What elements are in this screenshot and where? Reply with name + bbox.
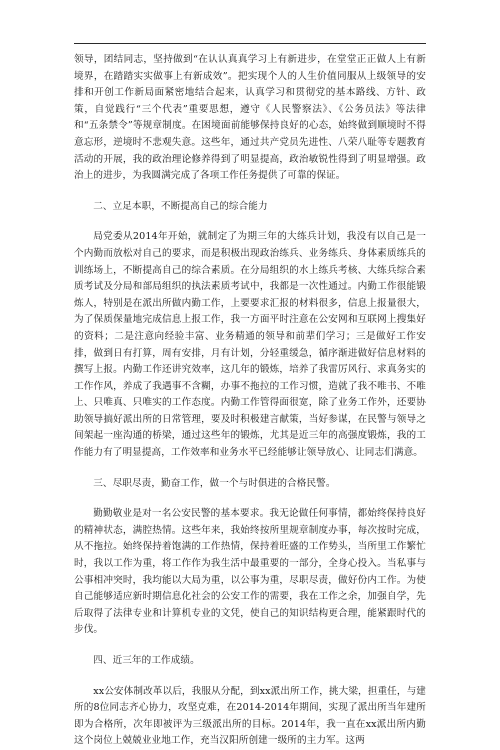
paragraph-ability: 局党委从2014年开始，就制定了为期三年的大练兵计划，我没有以自己是一个内勤而放松对自己的要求，而是积极出现政治练兵、业务练兵、身体素质练兵的训练场上，不断提高自己的综合素质。在分局组织的水上练兵考核、大练兵综合素质考试及分局和部局组织的执法素质考试中，我都是一次性通过。内勤工作很能锻炼人，特别是在派出所做内勤工作，上要要求汇报的材料很多，信息上报量很大，为了保质保量地完成信息上报工作，我一方面平时注意在公安网和互联网上搜集好的资料；二是注意向经验丰富、业务精通的领导和前辈们学习；三是做好工作安排，做到日有打算，周有安排，月有计划，分轻重缓急，循序渐进做好信息材料的撰写上报。内勤工作还讲究效率，这几年的锻炼，培养了我雷厉风行、求真务实的工作作风，养成了我遇事不含糊，办事不拖拉的工作习惯，造就了我不唯书、不唯上、只唯真、只唯实的工作态度。内勤工作管得面很宽，除了业务工作外，还要协助领导搞好派出所的日常管理，要及时积极建言献策，当好参谋，在民警与领导之间架起一座沟通的桥梁，通过这些年的锻炼，尤其是近三年的高强度锻炼，我的工作能力有了明显提高，工作效率和业务水平已经能够让领导放心、让同志们满意。	[74, 231, 426, 459]
section-heading-4: 四、近三年的工作成绩。	[93, 655, 200, 666]
document-body	[74, 52, 426, 750]
paragraph-diligence: 勤勤敬业是对一名公安民警的基本要求。我无论做任何事情，都始终保持良好的精神状态，满腔热情。这些年来，我始终按所里规章制度办事，每次按时完成，从不拖拉。始终保持着饱满的工作热情，保持着旺盛的工作势头，当所里工作繁忙时，我以工作为重，将工作作为我生活中最重要的一部分，全身心投入。当私事与公事相冲突时，我均能以大局为重，以公事为重，尽职尽责，做好份内工作。为使自己能够适应新时期信息化社会的公安工作的需要，我在工作之余，加强自学，先后取得了法律专业和计算机专业的文凭，使自己的知识结构更合理，能紧跟时代的步伐。	[74, 508, 426, 636]
paragraph-achievements: xx公安体制改革以后，我服从分配，到xx派出所工作，挑大梁，担重任，与建所的8位同志齐心协力，攻坚克难，在2014-2014年期间，实现了派出所当年建所即为合格所，次年即被评为三级派出所的目标。2014年，我一直在xx派出所内勤这个岗位上兢兢业业地工作，充当汉阳所创建一级所的主力军。这两	[74, 685, 426, 747]
header-rule	[74, 43, 426, 44]
section-heading-3: 三、尽职尽责，勤奋工作，做一个与时俱进的合格民警。	[93, 477, 336, 489]
section-heading-2: 二、立足本职，不断提高自己的综合能力	[93, 200, 268, 212]
paragraph-political: 领导，团结同志，坚持做到“在认认真真学习上有新进步，在堂堂正正做人上有新境界，在踏踏实实做事上有新成效”。把实现个人的人生价值同服从上级领导的安排和开创工作新局面紧密地结合起来，认真学习和贯彻党的基本路线、方针、政策，自觉践行“三个代表”重要思想，遵守《人民警察法》、《公务员法》等法律和“五条禁令”等规章制度。在困境面前能够保持良好的心态，始终做到顺境时不得意忘形，逆境时不悲观失意。这些年，通过共产党员先进性、八荣八耻等专题教育活动的开展，我的政治理论修养得到了明显提高，政治敏锐性得到了明显增强。政治上的进步，为我圆满完成了各项工作任务提供了可靠的保证。	[74, 54, 426, 182]
